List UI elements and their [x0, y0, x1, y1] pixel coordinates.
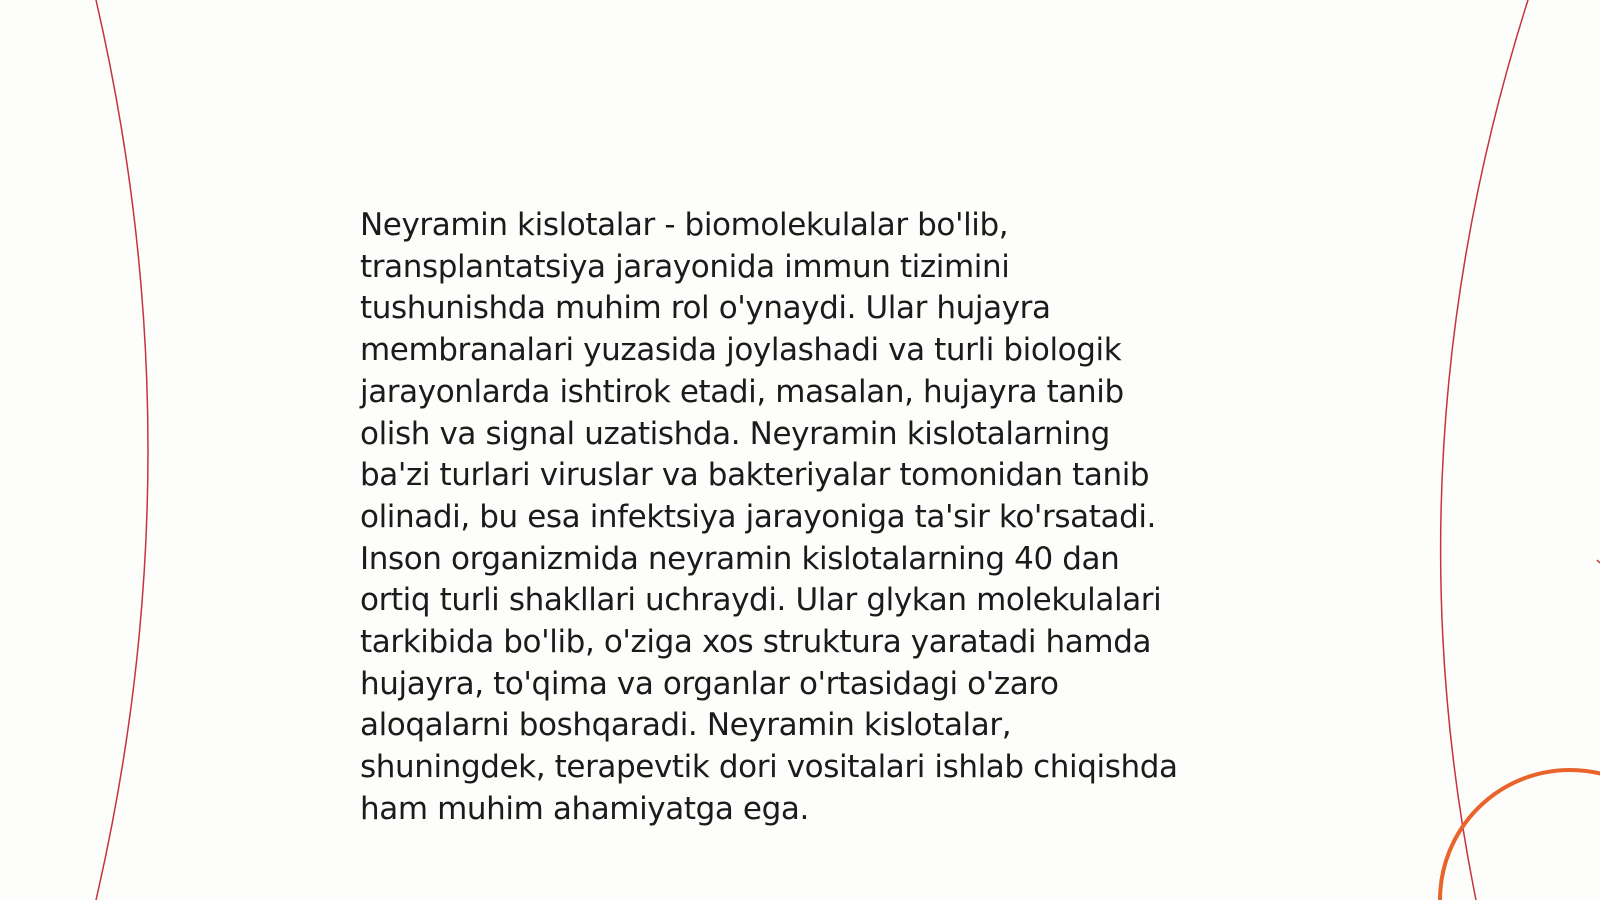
paragraph-line: jarayonlarda ishtirok etadi, masalan, hujayra tanib	[360, 373, 1124, 410]
paragraph-line: membranalari yuzasida joylashadi va turli biologik	[360, 332, 1122, 369]
right-curve-line	[1441, 0, 1528, 900]
paragraph-line: ba'zi turlari viruslar va bakteriyalar tomonidan tanib	[360, 457, 1150, 494]
paragraph-line: ortiq turli shakllari uchraydi. Ular glykan molekulalari	[360, 582, 1162, 619]
paragraph-line: olish va signal uzatishda. Neyramin kislotalarning	[360, 415, 1110, 452]
paragraph-line: tarkibida bo'lib, o'ziga xos struktura yaratadi hamda	[360, 624, 1152, 661]
paragraph-line: transplantatsiya jarayonida immun tizimini	[360, 248, 1010, 285]
paragraph-line: ham muhim ahamiyatga ega.	[360, 790, 809, 827]
paragraph-line: shuningdek, terapevtik dori vositalari ishlab chiqishda	[360, 749, 1178, 786]
paragraph-line: aloqalarni boshqaradi. Neyramin kislotalar,	[360, 707, 1012, 744]
paragraph-line: tushunishda muhim rol o'ynaydi. Ular hujayra	[360, 290, 1051, 327]
left-curve-line	[96, 0, 148, 900]
paragraph-line: Neyramin kislotalar - biomolekulalar bo'lib,	[360, 207, 1009, 243]
paragraph-line: olinadi, bu esa infektsiya jarayoniga ta'sir ko'rsatadi.	[360, 498, 1157, 535]
body-paragraph	[360, 205, 1260, 831]
paragraph-line: Inson organizmida neyramin kislotalarning 40 dan	[360, 540, 1120, 577]
paragraph-line: hujayra, to'qima va organlar o'rtasidagi o'zaro	[360, 665, 1059, 702]
